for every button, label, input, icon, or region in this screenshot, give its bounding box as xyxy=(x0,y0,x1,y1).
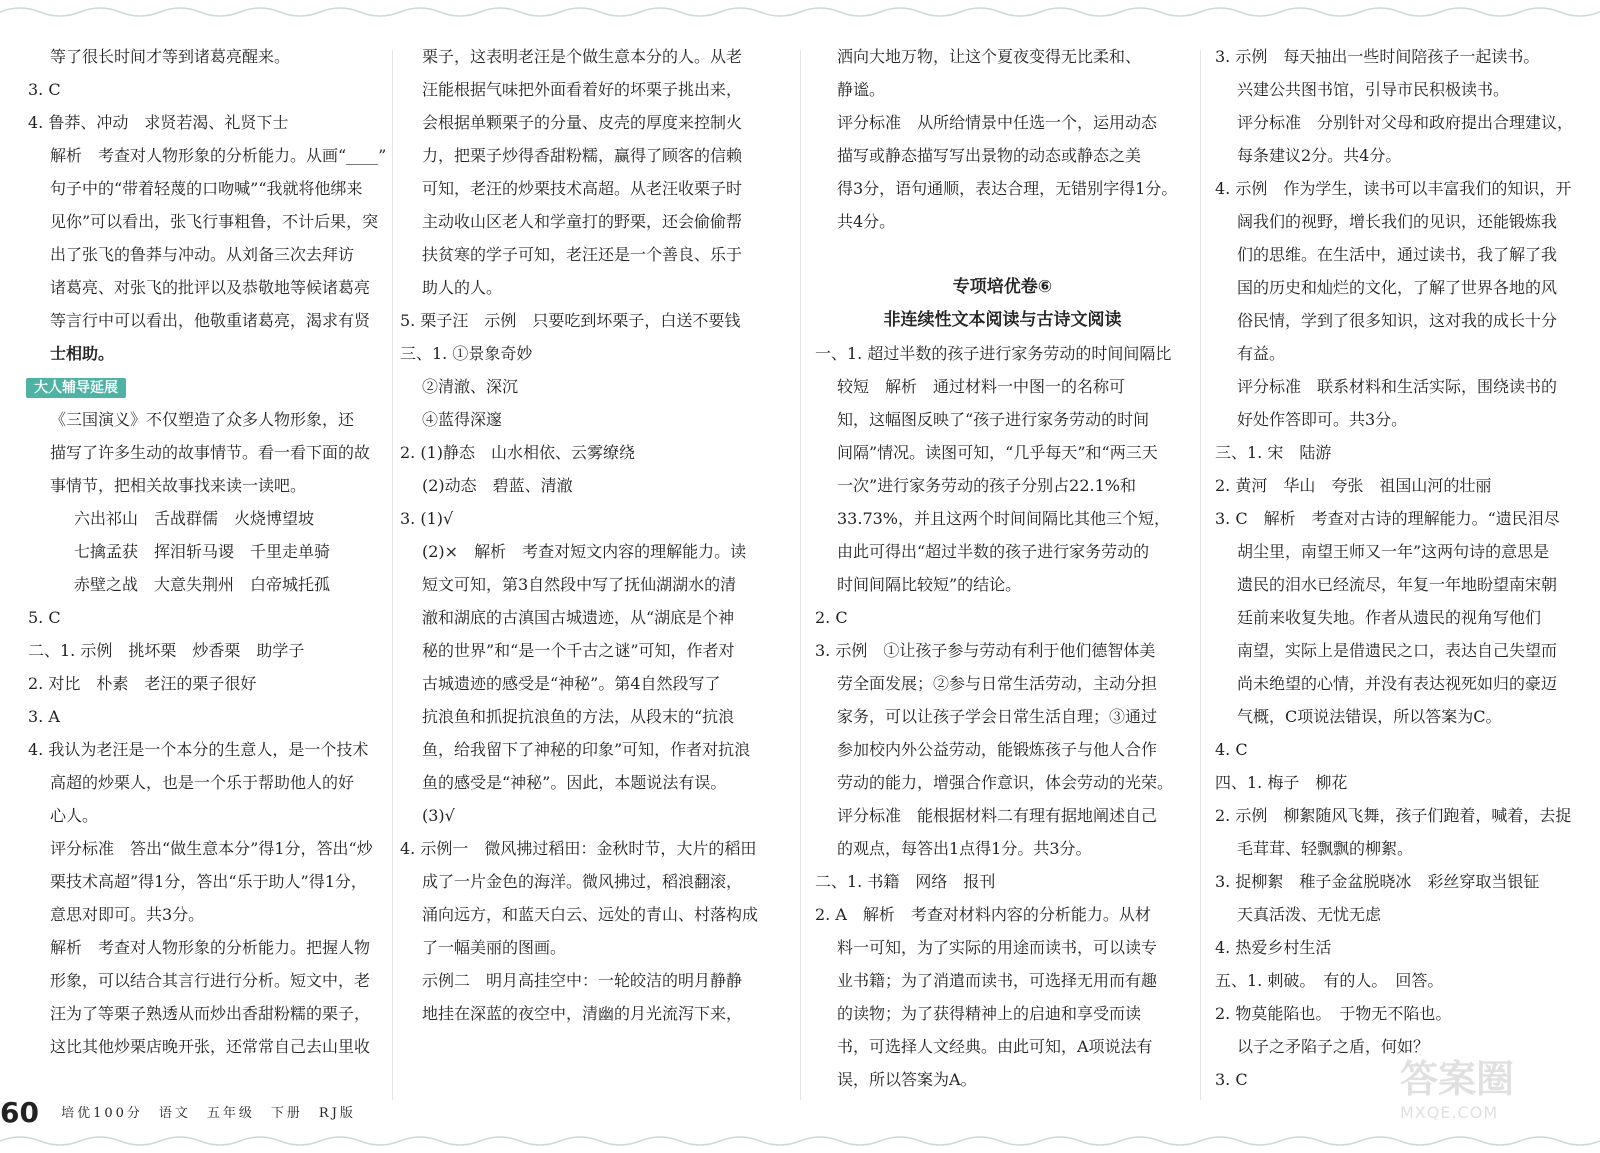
answer-column-3 xyxy=(815,40,1190,1096)
text-line: 共4分。 xyxy=(837,212,896,231)
text-line: 误，所以答案为A。 xyxy=(837,1070,977,1089)
watermark-url: MXQE.COM xyxy=(1400,1103,1499,1122)
watermark-title: 答案圈 xyxy=(1400,1057,1515,1101)
text-line: 静谧。 xyxy=(837,80,886,99)
text-line: 3. 示例 ①让孩子参与劳动有利于他们德智体美 xyxy=(815,641,1156,660)
text-line: 意思对即可。共3分。 xyxy=(50,905,205,924)
text-line: 二、1. 书籍 网络 报刊 xyxy=(815,872,996,891)
text-line: 4. 示例一 微风拂过稻田：金秋时节，大片的稻田 xyxy=(400,839,757,858)
text-line: 汪为了等栗子熟透从而炒出香甜粉糯的栗子， xyxy=(50,1004,371,1023)
text-line: 扶贫寒的学子可知，老汪还是一个善良、乐于 xyxy=(422,245,743,264)
section-title: 专项培优卷⑥ xyxy=(952,277,1053,297)
text-line: 2. 对比 朴素 老汪的栗子很好 xyxy=(28,674,257,693)
text-line: 等了很长时间才等到诸葛亮醒来。 xyxy=(50,47,291,66)
text-line: 3. 示例 每天抽出一些时间陪孩子一起读书。 xyxy=(1215,47,1540,66)
text-line: 3. (1)√ xyxy=(400,509,454,528)
text-line: 鱼，给我留下了神秘的印象”可知，作者对抗浪 xyxy=(422,740,751,759)
page-number: 60 xyxy=(0,1096,39,1129)
column-divider xyxy=(1200,50,1201,1100)
text-line: 三、1. ①景象奇妙 xyxy=(400,344,533,363)
text-line: 3. C 解析 考查对古诗的理解能力。“遗民泪尽 xyxy=(1215,509,1560,528)
story-list-row: 赤壁之战 大意失荆州 白帝城托孤 xyxy=(74,575,331,594)
text-line: 解析 考查对人物形象的分析能力。从画“____” xyxy=(50,146,387,165)
text-line: 阔我们的视野，增长我们的见识，还能锻炼我 xyxy=(1237,212,1558,231)
book-info: 培优100分 语文 五年级 下册 RJ版 xyxy=(61,1105,356,1121)
site-watermark xyxy=(1400,1048,1570,1128)
text-line: 2. C xyxy=(815,608,848,627)
text-line: ②清澈、深沉 xyxy=(422,377,519,396)
answer-column-4 xyxy=(1215,40,1590,1096)
text-line: 有益。 xyxy=(1237,344,1286,363)
spacer xyxy=(815,238,1190,271)
text-line: 3. A xyxy=(28,707,60,726)
text-line: 2. 黄河 华山 夸张 祖国山河的壮丽 xyxy=(1215,476,1492,495)
answer-column-2 xyxy=(400,40,780,1030)
bottom-wave-border xyxy=(0,1131,1600,1153)
text-line: 诸葛亮、对张飞的批评以及恭敬地等候诸葛亮 xyxy=(50,278,371,297)
text-line: 一次”进行家务劳动的孩子分别占22.1%和 xyxy=(837,476,1137,495)
text-line: 的观点，每答出1点得1分。共3分。 xyxy=(837,839,1092,858)
text-line: 会根据单颗栗子的分量、皮壳的厚度来控制火 xyxy=(422,113,743,132)
text-line: 评分标准 能根据材料二有理有据地阐述自己 xyxy=(837,806,1158,825)
text-line: 古城遗迹的感受是“神秘”。第4自然段写了 xyxy=(422,674,721,693)
text-line: 天真活泼、无忧无虑 xyxy=(1237,905,1382,924)
text-line: 事情节，把相关故事找来读一读吧。 xyxy=(50,476,307,495)
text-line: 助人的人。 xyxy=(422,278,503,297)
text-line: 5. C xyxy=(28,608,61,627)
text-line: 兴建公共图书馆，引导市民积极读书。 xyxy=(1237,80,1510,99)
text-line: 4. 热爱乡村生活 xyxy=(1215,938,1332,957)
text-line: 汪能根据气味把外面看着好的坏栗子挑出来， xyxy=(422,80,743,99)
text-line: 形象，可以结合其言行进行分析。短文中，老 xyxy=(50,971,371,990)
text-line: 评分标准 分别针对父母和政府提出合理建议， xyxy=(1237,113,1574,132)
text-line: (2)× 解析 考查对短文内容的理解能力。读 xyxy=(422,542,747,561)
text-line: 气概，C项说法错误，所以答案为C。 xyxy=(1237,707,1502,726)
text-line: 成了一片金色的海洋。微风拂过，稻浪翻滚， xyxy=(422,872,743,891)
text-line: 3. C xyxy=(28,80,61,99)
text-line: 毛茸茸、轻飘飘的柳絮。 xyxy=(1237,839,1414,858)
text-line: 3. 捉柳絮 稚子金盆脱晓冰 彩丝穿取当银钲 xyxy=(1215,872,1540,891)
story-list-row: 六出祁山 舌战群儒 火烧博望坡 xyxy=(74,509,315,528)
text-line: 四、1. 梅子 柳花 xyxy=(1215,773,1348,792)
text-line: 澈和湖底的古滇国古城遗迹，从“湖底是个神 xyxy=(422,608,735,627)
text-line: 栗子，这表明老汪是个做生意本分的人。从老 xyxy=(422,47,743,66)
text-line: 示例二 明月高挂空中：一轮皎洁的明月静静 xyxy=(422,971,743,990)
text-line: 涌向远方，和蓝天白云、远处的青山、村落构成 xyxy=(422,905,759,924)
text-line: (2)动态 碧蓝、清澈 xyxy=(422,476,573,495)
text-line: 料一可知，为了实际的用途而读书，可以读专 xyxy=(837,938,1158,957)
text-line: 南望，实际上是借遗民之口，表达自己失望而 xyxy=(1237,641,1558,660)
text-line: 秘的世界”和“是一个千古之谜”可知，作者对 xyxy=(422,641,735,660)
text-line: 了一幅美丽的图画。 xyxy=(422,938,567,957)
text-line: 国的历史和灿烂的文化，了解了世界各地的风 xyxy=(1237,278,1558,297)
text-line: 《三国演义》不仅塑造了众多人物形象，还 xyxy=(50,410,355,429)
section-subtitle: 非连续性文本阅读与古诗文阅读 xyxy=(883,310,1122,330)
text-line: 心人。 xyxy=(50,806,99,825)
text-line: 4. 我认为老汪是一个本分的生意人，是一个技术 xyxy=(28,740,369,759)
text-line: 家务，可以让孩子学会日常生活自理；③通过 xyxy=(837,707,1158,726)
text-line: 栗技术高超”得1分，答出“乐于助人”得1分， xyxy=(50,872,367,891)
text-line: 4. C xyxy=(1215,740,1248,759)
tutoring-extension-badge: 大人辅导延展 xyxy=(26,378,126,398)
text-line: 这比其他炒栗店晚开张，还常常自己去山里收 xyxy=(50,1037,371,1056)
text-line: 较短 解析 通过材料一中图一的名称可 xyxy=(837,377,1126,396)
text-line: 2. A 解析 考查对材料内容的分析能力。从材 xyxy=(815,905,1151,924)
text-line: ④蓝得深邃 xyxy=(422,410,503,429)
column-divider xyxy=(800,50,801,1100)
text-line: 力，把栗子炒得香甜粉糯，赢得了顾客的信赖 xyxy=(422,146,743,165)
text-line: 业书籍；为了消遣而读书，可选择无用而有趣 xyxy=(837,971,1158,990)
text-line: 3. C xyxy=(1215,1070,1248,1089)
text-line: 主动收山区老人和学童打的野栗，还会偷偷帮 xyxy=(422,212,743,231)
text-line: 5. 栗子汪 示例 只要吃到坏栗子，白送不要钱 xyxy=(400,311,741,330)
text-line: 2. (1)静态 山水相依、云雾缭绕 xyxy=(400,443,636,462)
text-line: 五、1. 刺破。 有的人。 回答。 xyxy=(1215,971,1444,990)
column-divider xyxy=(392,50,393,1100)
text-line: 劳动的能力，增强合作意识，体会劳动的光荣。 xyxy=(837,773,1174,792)
text-line: 洒向大地万物，让这个夏夜变得无比柔和、 xyxy=(837,47,1142,66)
text-line: 评分标准 从所给情景中任选一个，运用动态 xyxy=(837,113,1158,132)
text-line: 见你”可以看出，张飞行事粗鲁，不计后果，突 xyxy=(50,212,379,231)
text-line: 描写或静态描写写出景物的动态或静态之美 xyxy=(837,146,1142,165)
text-line: 间隔”情况。读图可知，“几乎每天”和“两三天 xyxy=(837,443,1158,462)
text-line: 由此可得出“超过半数的孩子进行家务劳动的 xyxy=(837,542,1150,561)
text-line: 评分标准 答出“做生意本分”得1分，答出“炒 xyxy=(50,839,373,858)
text-line: 鱼的感受是“神秘”。因此，本题说法有误。 xyxy=(422,773,727,792)
text-line: 一、1. 超过半数的孩子进行家务劳动的时间间隔比 xyxy=(815,344,1172,363)
text-line: 劳全面发展；②参与日常生活劳动，主动分担 xyxy=(837,674,1158,693)
text-line: 俗民情，学到了很多知识，这对我的成长十分 xyxy=(1237,311,1558,330)
text-line: 抗浪鱼和抓捉抗浪鱼的方法，从段末的“抗浪 xyxy=(422,707,735,726)
text-line: 廷前来收复失地。作者从遗民的视角写他们 xyxy=(1237,608,1542,627)
text-line: 参加校内外公益劳动，能锻炼孩子与他人合作 xyxy=(837,740,1158,759)
page-footer xyxy=(0,1095,356,1131)
text-line: 遗民的泪水已经流尽，年复一年地盼望南宋朝 xyxy=(1237,575,1558,594)
text-line: 二、1. 示例 挑坏栗 炒香栗 助学子 xyxy=(28,641,305,660)
text-line: 4. 鲁莽、冲动 求贤若渴、礼贤下士 xyxy=(28,113,289,132)
text-line: 知，这幅图反映了“孩子进行家务劳动的时间 xyxy=(837,410,1150,429)
text-line: 们的思维。在生活中，通过读书，我了解了我 xyxy=(1237,245,1558,264)
text-line: 得3分，语句通顺，表达合理，无错别字得1分。 xyxy=(837,179,1178,198)
story-list-row: 七擒孟获 挥泪斩马谡 千里走单骑 xyxy=(74,542,331,561)
text-line: 好处作答即可。共3分。 xyxy=(1237,410,1408,429)
text-line: 地挂在深蓝的夜空中，清幽的月光流泻下来， xyxy=(422,1004,743,1023)
text-line: 高超的炒栗人，也是一个乐于帮助他人的好 xyxy=(50,773,355,792)
top-wave-border xyxy=(0,0,1600,22)
text-line: 33.73%，并且这两个时间间隔比其他三个短， xyxy=(837,509,1171,528)
text-line: 士相助。 xyxy=(50,344,115,363)
text-line: 等言行中可以看出，他敬重诸葛亮，渴求有贤 xyxy=(50,311,371,330)
text-line: 2. 示例 柳絮随风飞舞，孩子们跑着，喊着，去捉 xyxy=(1215,806,1572,825)
text-line: 出了张飞的鲁莽与冲动。从刘备三次去拜访 xyxy=(50,245,355,264)
text-line: 短文可知，第3自然段中写了抚仙湖湖水的清 xyxy=(422,575,737,594)
text-line: (3)√ xyxy=(422,806,455,825)
text-line: 4. 示例 作为学生，读书可以丰富我们的知识，开 xyxy=(1215,179,1572,198)
text-line: 评分标准 联系材料和生活实际，围绕读书的 xyxy=(1237,377,1558,396)
text-line: 书，可选择人文经典。由此可知，A项说法有 xyxy=(837,1037,1153,1056)
text-line: 胡尘里，南望王师又一年”这两句诗的意思是 xyxy=(1237,542,1550,561)
text-line: 2. 物莫能陷也。 于物无不陷也。 xyxy=(1215,1004,1452,1023)
text-line: 的读物；为了获得精神上的启迪和享受而读 xyxy=(837,1004,1142,1023)
text-line: 每条建议2分。共4分。 xyxy=(1237,146,1402,165)
answer-column-1 xyxy=(28,40,387,1063)
text-line: 尚未绝望的心情，并没有表达视死如归的豪迈 xyxy=(1237,674,1558,693)
text-line: 解析 考查对人物形象的分析能力。把握人物 xyxy=(50,938,371,957)
text-line: 时间间隔比较短”的结论。 xyxy=(837,575,1022,594)
text-line: 描写了许多生动的故事情节。看一看下面的故 xyxy=(50,443,371,462)
text-line: 以子之矛陷子之盾，何如？ xyxy=(1237,1037,1430,1056)
text-line: 可知，老汪的炒栗技术高超。从老汪收栗子时 xyxy=(422,179,743,198)
text-line: 句子中的“带着轻蔑的口吻喊”“我就将他绑来 xyxy=(50,179,363,198)
text-line: 三、1. 宋 陆游 xyxy=(1215,443,1332,462)
